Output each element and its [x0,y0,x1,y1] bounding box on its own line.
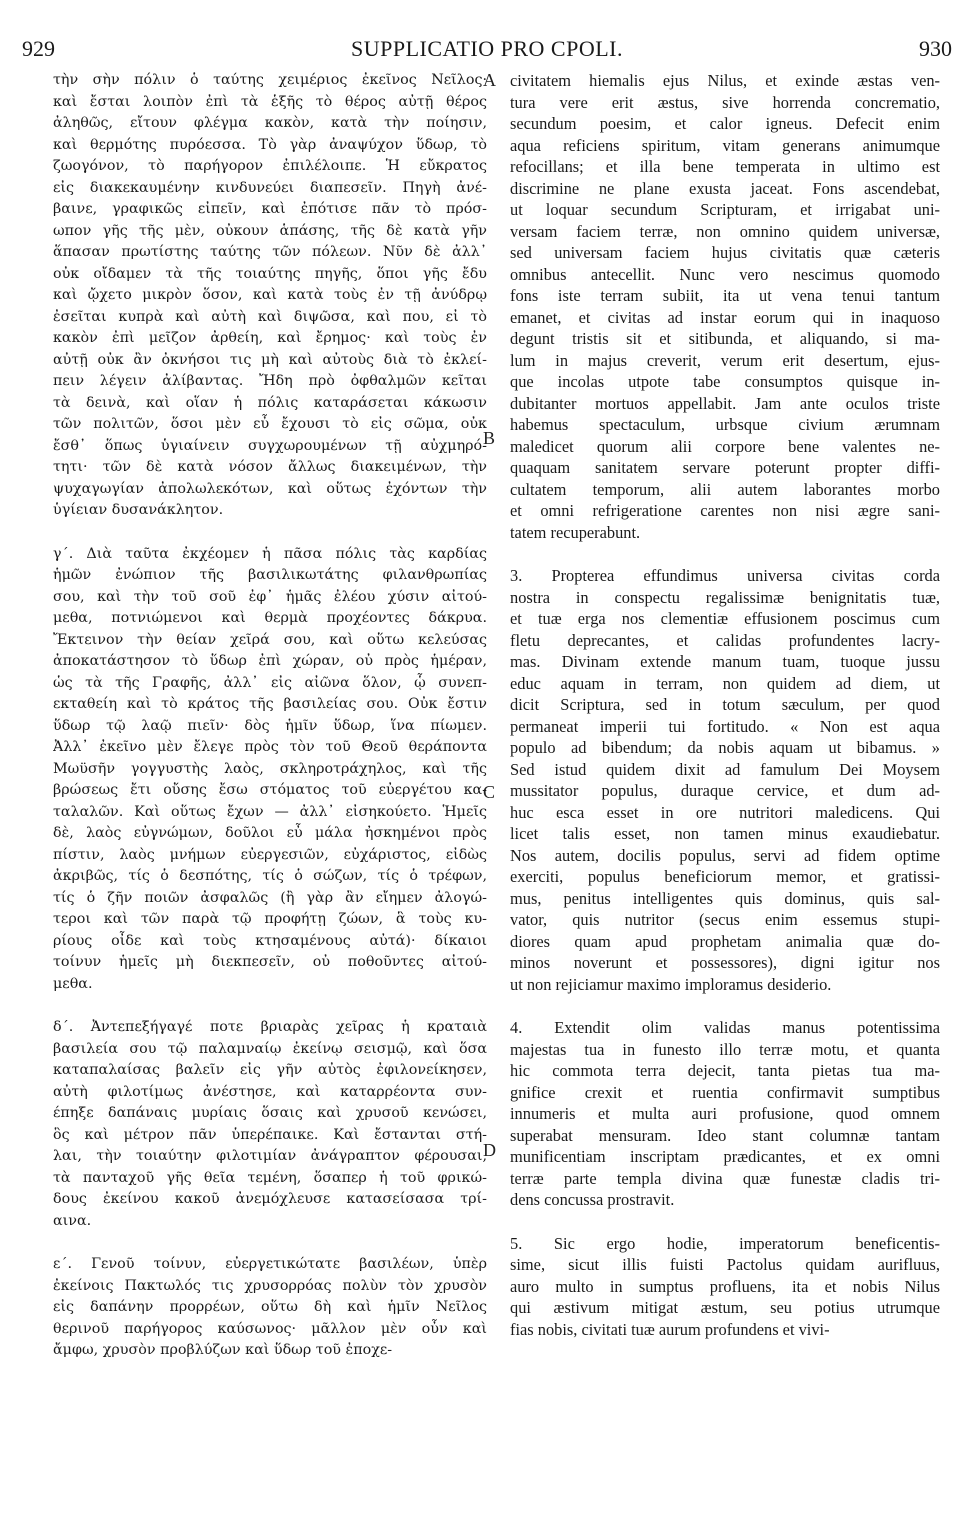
text-line: huc esca esset in ore nutritori maledicens. Qui [510,802,940,822]
section-letter-a: A [483,70,496,90]
text-line: civitatem hiemalis ejus Nilus, et exinde æstas ven- [510,71,940,90]
text-line: cultatem temporum, alii autem laborantes morbo [510,479,940,499]
text-line: ὃς καὶ μέτρον πᾶν ὑπερέπαικε. Καὶ ἔστανται στή- [53,1126,487,1143]
text-line: 3. Propterea effundimus universa civitas corda [510,566,940,585]
text-line: δους ἐκείνου κακοῦ ἀνεμόχλευσε κατασείσασα τρί- [53,1191,487,1207]
text-line: ε΄. Γενοῦ τοίνυν, εὐεργετικώτατε βασιλέων, ὑπὲρ [53,1256,487,1272]
text-line: ὕδωρ τῷ λαῷ πιεῖν· δὸς ἡμῖν ὕδωρ, ἵνα πίωμεν. [53,717,487,734]
text-line: secundum poesim, et calor igneus. Defecit enim [510,114,940,133]
text-line: sime, sicut illis fuisti Pactolus quidam aurifluus, [510,1255,940,1274]
text-line: terræ parte templa divina quæ funestæ cladis tri- [510,1168,940,1188]
latin-column [510,70,940,1340]
text-line: ἐσεῖται κυπρὰ καὶ αὐτὴ καὶ διψῶσα, καὶ που, εἰ τὸ [53,308,487,325]
text-line: εἰς διακεκαυμένην κινδυνεύει διαπεσεῖν. Πηγὴ ἀνέ- [53,179,487,196]
text-line: qui æstivum mitigat æstum, seu potius utrumque [510,1298,940,1317]
text-line: superabat mensuram. Ideo stant columnæ tantam [510,1125,940,1145]
text-line: καὶ ἔσται λοιπὸν ἐπὶ τὰ ἑξῆς τὸ θέρος αὐτῇ θέρος [53,93,487,110]
text-line: dubitanter mortuos appellabit. Jam ante oculos triste [510,393,940,413]
text-line: dens concussa prostravit. [510,1190,675,1209]
greek-paragraph [53,1017,487,1232]
text-line: πίστιν, λαὸς μνήμων εὐεργεσιῶν, εὐχάριστος, εἰδὼς [53,846,487,863]
text-line: omnibus antecellit. Nunc vero nescimus quomodo [510,264,940,284]
text-line: βασιλεία σου τῷ παλαμναίῳ ἐκείνῳ σεισμῷ, καὶ ὅσα [53,1040,487,1057]
text-line: ψυχαγωγίαν ἀπολωλεκότων, καὶ οὕτως ἐχόντων τὴν [53,480,487,497]
text-line: Sed istud quidem dixit ad famulum Dei Moysem [510,759,940,779]
text-line: majestas tua in funesto illo terræ motu, et quanta [510,1039,940,1059]
section-letter-c: C [483,782,496,802]
text-line: ωπον γῆς τῆς μὲν, οὐκουν ἁπάσης, τῆς δὲ κατὰ γῆν [53,222,487,239]
text-line: τὰ πανταχοῦ γῆς θεῖα τεμένη, ὅσαπερ ἡ τοῦ φρικώ- [53,1169,487,1186]
text-line: vator, quis nutritor (secus enim essemus stupi- [510,910,940,929]
text-line: εἰς δαπάνην προρρέων, οὕτω δὴ καὶ ἡμῖν Νεῖλος [53,1299,487,1315]
text-line: quaquam sanitatem servare poterunt propter diffi- [510,458,940,477]
text-line: emanet, et civitas ad instar eorum qui in inaquoso [510,307,940,327]
text-line: Nos autem, docilis populus, servi ad fidem optime [510,845,940,865]
text-line: λαι, τὴν τοιαύτην φιλοτιμίαν ἀνάγραπτον φέρουσαι, [53,1148,487,1164]
running-title: SUPPLICATIO PRO CPOLI. [351,36,623,61]
text-line: degunt tristis sit et sitibunda, et aliquando, si ma- [510,329,940,348]
text-line: lum in majus creverit, verum erit desertum, ejus- [510,350,940,370]
text-line: tatem recuperabunt. [510,522,641,542]
latin-paragraph [510,1233,940,1341]
text-line: que incolas utpote tabe consumptos quisque in- [510,372,940,391]
text-line: aqua reficiens spiritum, vitam generans animumque [510,135,940,155]
text-line: Ἀλλ᾽ ἐκεῖνο μὲν ἔλεγε πρὸς τὸν τοῦ Θεοῦ θεράποντα [53,739,487,755]
text-line: ρίους οἶδε καὶ τοὺς κτησαμένους αὐτά)· δίκαιοι [53,932,487,949]
text-line: Ἔκτεινον τὴν θείαν χεῖρά σου, καὶ οὕτω κελεύσας [53,631,487,648]
text-line: 5. Sic ergo hodie, imperatorum beneficentis- [510,1233,940,1253]
text-line: refocillans; et illa bene temperata in ultimo est [510,157,940,176]
text-line: mussitator populus, duraque cervice, et dum ad- [510,781,940,800]
text-line: habemus spectaculum, urbsque civium ærumnam [510,415,940,434]
text-line: educ aquam in terram, non quidem ad diem, ut [510,673,940,693]
text-line: mus, penitus intelligentes quis dominus, quis sal- [510,888,940,908]
text-line: καὶ θερμότης πυρόεσσα. Τὸ γὰρ ἀναψύχον ὕδωρ, τὸ [53,136,487,153]
text-line: αὐτῇ οὐκ ἂν ὀκνήσοι τις μὴ καὶ αὐτοὺς διὰ τὸ ἐκλεί- [53,351,487,368]
text-line: ἐκείνοις Πακτωλός τις χρυσορρόας πολὺν τὸν χρυσὸν [53,1277,487,1294]
text-line: Μωϋσῆν γογγυστὴς λαὸς, σκληροτράχηλος, καὶ τῆς [53,760,487,777]
text-line: έπηξε δαπάναις μυρίαις ὅσαις καὶ χρυσοῦ κενώσει, [53,1105,487,1121]
left-page-number: 929 [22,36,55,61]
text-line: δ΄. Ἀντεπεξήγαγέ ποτε βριαρὰς χεῖρας ἡ κραταιὰ [53,1019,487,1035]
latin-paragraph [510,1017,940,1211]
text-line: οὐκ οἴδαμεν τὰ τῆς τοιαύτης πηγῆς, ὅποι γῆς ἔδυ [53,265,487,282]
text-line: αὐτὴ φιλοτίμως ἀνέστησε, καὶ καταρρέοντα συν- [53,1083,487,1100]
text-line: versam faciem terræ, non omnino quidem universæ, [510,221,940,241]
text-line: 4. Extendit olim validas manus potentissima [510,1018,940,1037]
text-line: mas. Divinam extende manum tuam, tuoque jussu [510,652,940,671]
text-line: σου, καὶ τὴν τοῦ σοῦ ἐφ᾽ ἡμᾶς ἐλέου χύσιν αἰτού- [53,588,487,605]
text-line: innumeris et multa auri profusione, quod omnem [510,1104,940,1123]
text-line: fletu deprecantes, et calidas profundentes lacry- [510,630,940,650]
text-line: εκταθείη καὶ τὸ κράτος τῆς βασιλείας σου. Οὐκ ἔστιν [53,696,487,712]
text-line: μεθα, ποτνιώμενοι καὶ θερμὰ προχέοντες δάκρυα. [53,610,487,626]
text-line: τοίνυν ἡμεῖς μὴ διεκπεσεῖν, οὐ ποθοῦντες αἰτού- [53,954,487,970]
text-line: ἀκριβῶς, τίς ὁ δεσπότης, τίς ὁ σώζων, τίς ὁ τρέφων, [53,868,487,884]
latin-paragraph [510,70,940,543]
greek-paragraph [53,544,487,996]
text-line: fias nobis, civitati tuæ aurum profundens et vivi- [510,1319,830,1339]
text-line: permaneat imperii tui fortitudo. « Non est aqua [510,716,940,736]
text-line: βαινε, γραφικῶς εἰπεῖν, καὶ ἐπότισε πᾶν τὸ πρόσ- [53,201,487,217]
text-line: βρώσεως ἔτι οὔσης ἔσω στόματος τοῦ εὐεργέτου κα- [53,782,487,798]
text-line: fons iste terram subiit, ita ut vena tenui tantum [510,286,940,305]
text-line: dicit Scriptura, sed in totum sæculum, per quod [510,695,940,714]
text-line: τὰ δεινὰ, καὶ οἵαν ἡ πόλις καταράσεται κάκωσιν [53,394,487,411]
text-line: ἔσθ᾽ ὅπως ὑγιαίνειν συγχωρουμένων τῇ αὐχμηρό- [53,437,487,454]
text-line: ὡς τὰ τῆς Γραφῆς, ἀλλ᾽ εἰς αἰῶνα ὅλον, ᾧ συνεπ- [53,674,487,691]
text-line: ἄμφω, χρυσὸν προβλύζων καὶ ὕδωρ τοῦ ἐποχε- [53,1342,393,1358]
section-letter-b: B [483,428,496,448]
text-line: κακὸν ἐπὶ μεῖζον ἀρθείη, καὶ ἔρημος· καὶ τοὺς ἐν [53,330,487,346]
text-line: discrimine ne plane exusta jaceat. Fons ascendebat, [510,178,940,198]
latin-paragraph [510,565,940,995]
text-line: ὑγίειαν δυσανάκλητον. [53,502,224,518]
text-line: sed universam faciem hujus civitatis quæ cæteris [510,243,940,262]
text-line: γ΄. Διὰ ταῦτα ἐκχέομεν ἡ πᾶσα πόλις τὰς καρδίας [53,545,487,562]
text-line: ut non rejiciamur maximo imploramus desiderio. [510,974,832,994]
text-line: gnifice crexit et ruentia confirmavit sumptibus [510,1082,940,1102]
text-line: auro multo in sumptus profluens, ita et nobis Nilus [510,1276,940,1296]
text-line: τεροι καὶ τῶν παρὰ τῷ προφήτῃ ζώων, ἃ τοὺς κυ- [53,911,487,927]
text-line: munificentiam inscriptam prædicantes, et ex omni [510,1147,940,1166]
text-line: licet talis esset, non tamen minus exaudiebatur. [510,824,940,843]
text-line: ζωογόνον, τὸ παρήγορον ἐπιλέλοιπε. Ἡ εὔκρατος [53,158,487,174]
greek-column [53,70,487,1362]
text-line: πειν λέγειν ἀλίβαντας. Ἤδη πρὸ ὀφθαλμῶν κεῖται [53,373,487,389]
text-line: nostra in conspectu regalissimæ benignitatis tuæ, [510,587,940,607]
text-line: τητι· τῶν δὲ κατὰ νόσον ἄλλως διακειμένων, τὴν [53,459,487,475]
text-line: exerciti, populus beneficiorum memor, et gratissi- [510,867,940,886]
text-line: τῶν πολιτῶν, ὅσοι μὲν εὖ ἔχουσι τὸ εἰς σῶμα, οὐκ [53,416,487,432]
text-line: maledicet quorum alii corpore bene valentes ne- [510,436,940,456]
text-line: minos noverunt et possessores), digni igitur nos [510,953,940,972]
greek-paragraph [53,1254,487,1362]
text-line: et omni refrigeratione carentes non nisi ægre sani- [510,501,940,520]
text-line: et tuæ erga nos clementiæ effusionem poscimus cum [510,609,940,628]
text-line: diores quam apud prophetam animalia quæ do- [510,931,940,951]
right-page-number: 930 [919,36,952,61]
section-letter-d: D [483,1140,496,1160]
text-line: ἅπασαν πρωτίστης ταύτης τῶν πόλεων. Νῦν δὲ ἀλλ᾽ [53,244,487,260]
text-line: ἡμῶν ἐνώπιον τῆς βασιλικωτάτης φιλανθρωπίας [53,567,487,583]
greek-paragraph [53,70,487,522]
text-line: τὴν σὴν πόλιν ὁ ταύτης χειμέριος ἐκεῖνος Νεῖλος· [53,72,487,88]
text-line: μεθα. [53,975,93,992]
text-line: ut loquar secundum Scripturam, et irrigabat uni- [510,200,940,219]
text-line: tura vere erit æstus, sive horrenda concrematio, [510,92,940,112]
text-line: καὶ ᾤχετο μικρὸν ὅσον, καὶ κατὰ τοὺς ἐν τῇ ἀνύδρῳ [53,287,487,303]
text-line: τίς ὁ ζῆν ποιῶν ἀσφαλῶς (ἢ γὰρ ἂν εἴημεν ἀλογώ- [53,889,487,906]
text-line: populo ad bibendum; da nobis aquam ut bibamus. » [510,738,940,757]
text-line: ἀποκατάστησον τὸ ὕδωρ ἐπὶ χώραν, οὐ πρὸς ἡμέραν, [53,653,487,669]
page-header [22,36,952,62]
text-line: καταπαλαίσας βαλεῖν εἰς γῆν αὐτὸς ἐφιλονείκησεν, [53,1062,487,1078]
text-line: θερινοῦ παρήγορος καύσωνος· μᾶλλον μὲν οὖν καὶ [53,1320,487,1337]
text-line: ταλαλῶν. Καὶ οὕτως ἔχων — ἀλλ᾽ εἰσηκούετο. Ἡμεῖς [53,803,487,820]
text-line: hic commota terra dejecit, tanta pietas tua ma- [510,1061,940,1080]
text-line: ἀληθῶς, εἴτουν φλέγμα κακὸν, κατὰ τὴν ποίησιν, [53,115,487,131]
text-line: δὲ, λαὸς εὐγνώμων, δοῦλοι εὖ μάλα ἠσκημένοι πρὸς [53,825,487,841]
text-line: αινα. [53,1212,92,1229]
